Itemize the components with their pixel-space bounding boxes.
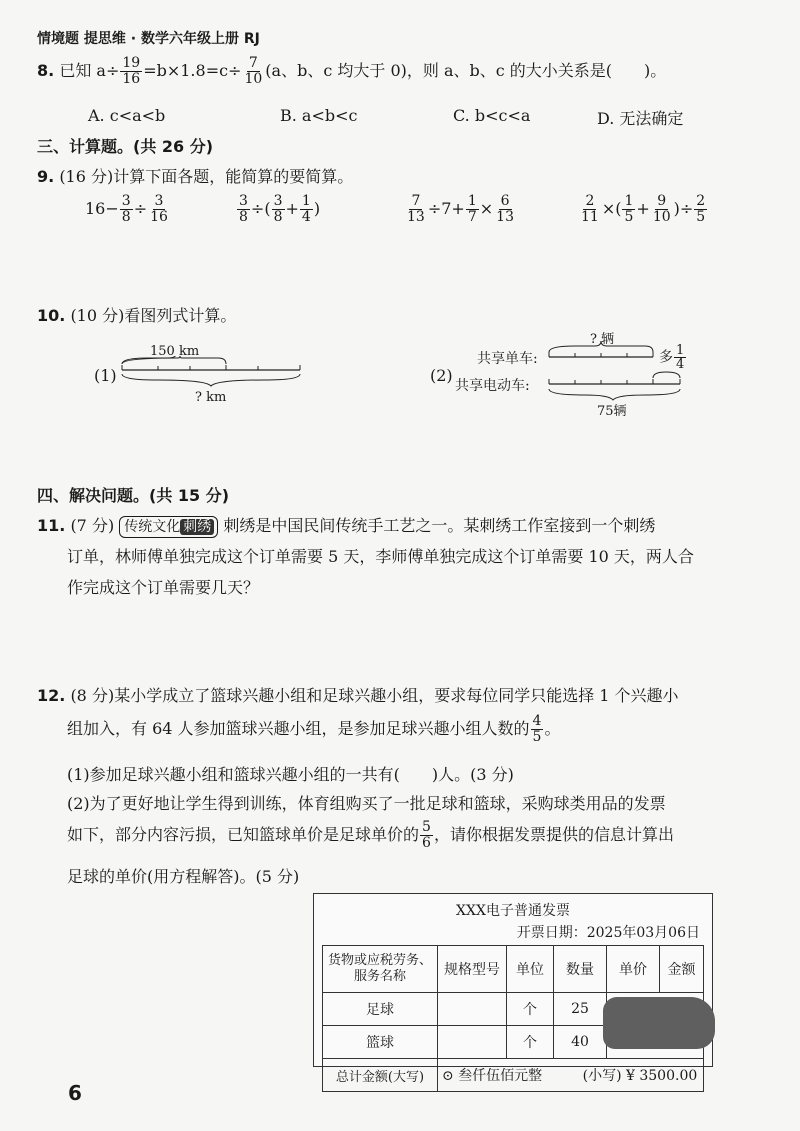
question-10: [37, 303, 236, 326]
question-12: [37, 683, 679, 706]
q9-expression-3: $\frac{7}{13}$ ÷7+ $\frac{1}{7}$ × $\frac{6}{13}$: [407, 193, 514, 225]
total-in-figures: (小写) ¥ 3500.00: [582, 1068, 698, 1084]
invoice-table: [322, 945, 704, 1092]
q11-line-1: 刺绣是中国民间传统手工艺之一。某刺绣工作室接到一个刺绣: [223, 516, 656, 535]
q8-text-mid: =b×1.8=c÷: [143, 61, 242, 80]
total-in-words: ⊙ 叁仟伍佰元整: [442, 1068, 543, 1084]
q8-option-a: A. c<a<b: [88, 106, 166, 125]
q11-points: (7 分): [70, 516, 115, 535]
diagram-2-bottom-label: 75辆: [597, 404, 627, 419]
q12-sub-2-line-3: 足球的单价(用方程解答)。(5 分): [67, 867, 300, 886]
question-11: [37, 513, 655, 538]
q12-sub-1: (1)参加足球兴趣小组和篮球兴趣小组的一共有( )人。(3 分): [67, 765, 514, 784]
q10-text: (10 分)看图列式计算。: [70, 306, 237, 325]
q8-option-b: B. a<b<c: [280, 106, 358, 125]
diagram-2-top-label: ? 辆: [590, 332, 615, 347]
diagram-1-label: (1): [94, 366, 117, 385]
section-3-title: 三、计算题。(共 26 分): [37, 137, 214, 156]
total-values: [438, 1059, 704, 1092]
q12-sub-2-line-2: 如下，部分内容污损，已知篮球单价是足球单价的 $\frac{5}{6}$ ，请你根据发票提供的信息计算出: [67, 819, 674, 851]
invoice-date: 开票日期：2025年03月06日: [516, 925, 700, 941]
q9-text: (16 分)计算下面各题，能简算的要简算。: [59, 167, 354, 186]
q8-option-c: C. b<c<a: [453, 106, 531, 125]
col-name: 货物或应税劳务、服务名称: [323, 946, 438, 993]
table-row: 篮球 个 40: [323, 1026, 704, 1059]
diagram-2-row-bike: 共享单车:: [477, 351, 538, 367]
q9-number: 9.: [37, 167, 55, 186]
question-9: [37, 164, 353, 187]
q10-number: 10.: [37, 306, 66, 325]
q11-line-3: 作完成这个订单需要几天？: [67, 578, 260, 597]
diagram-2-label: (2): [430, 366, 453, 385]
col-amount: 金额: [660, 946, 704, 993]
culture-tag: 传统文化 刺绣: [119, 516, 218, 538]
col-unit: 单位: [507, 946, 554, 993]
q11-number: 11.: [37, 516, 66, 535]
q8-text-end: (a、b、c 均大于 0)，则 a、b、c 的大小关系是( )。: [265, 61, 667, 80]
q12-line-2: 组加入，有 64 人参加篮球兴趣小组，是参加足球兴趣小组人数的 $\frac{4}{5}$ 。: [67, 713, 561, 745]
smudged-cells: [607, 993, 704, 1059]
diagram-2-segments: [545, 340, 685, 402]
q12-line-1: (8 分)某小学成立了篮球兴趣小组和足球兴趣小组，要求每位同学只能选择 1 个兴趣小: [70, 686, 679, 705]
q8-fraction-2: $\frac{7}{10}$: [244, 55, 263, 87]
running-header: 情境题 提思维 · 数学六年级上册 RJ: [37, 31, 260, 47]
col-spec: 规格型号: [438, 946, 507, 993]
q11-line-2: 订单，林师傅单独完成这个订单需要 5 天，李师傅单独完成这个订单需要 10 天，两人合: [67, 547, 694, 566]
diagram-1-top-label: 150 km: [150, 344, 200, 359]
invoice: [313, 893, 713, 1085]
diagram-2-more-label: 多 $\frac{1}{4}$: [659, 343, 685, 372]
q12-sub-2-line-1: (2)为了更好地让学生得到训练，体育组购买了一批足球和篮球，采购球类用品的发票: [67, 794, 666, 813]
page-number: 6: [68, 1081, 82, 1105]
table-row: 足球 个 25: [323, 993, 704, 1026]
q9-expression-4: $\frac{2}{11}$ ×( $\frac{1}{5}$ + $\frac{9}{10}$ )÷ $\frac{2}{5}$: [581, 193, 706, 225]
q8-option-d: D. 无法确定: [597, 109, 684, 128]
q9-expression-2: $\frac{3}{8}$ ÷( $\frac{3}{8}$ + $\frac{1}{4}$ ): [239, 193, 321, 225]
section-4-title: 四、解决问题。(共 15 分): [37, 486, 230, 505]
diagram-1-bottom-label: ? km: [195, 390, 227, 405]
q9-expression-1: 16− $\frac{3}{8}$ ÷ $\frac{3}{16}$: [85, 193, 168, 225]
question-8: [37, 56, 666, 87]
invoice-total-row: [323, 1059, 704, 1092]
invoice-header-row: [323, 946, 704, 993]
q8-text: 已知 a÷: [59, 61, 120, 80]
q8-fraction-1: $\frac{19}{16}$: [122, 55, 141, 87]
q12-number: 12.: [37, 686, 66, 705]
col-qty: 数量: [554, 946, 607, 993]
invoice-title: XXX电子普通发票: [456, 903, 570, 919]
total-label: 总计金额(大写): [323, 1059, 438, 1092]
ink-smudge: [603, 997, 715, 1049]
q8-number: 8.: [37, 61, 55, 80]
diagram-2-row-ebike: 共享电动车:: [455, 378, 530, 394]
diagram-1-segment: [118, 356, 308, 392]
col-price: 单价: [607, 946, 660, 993]
